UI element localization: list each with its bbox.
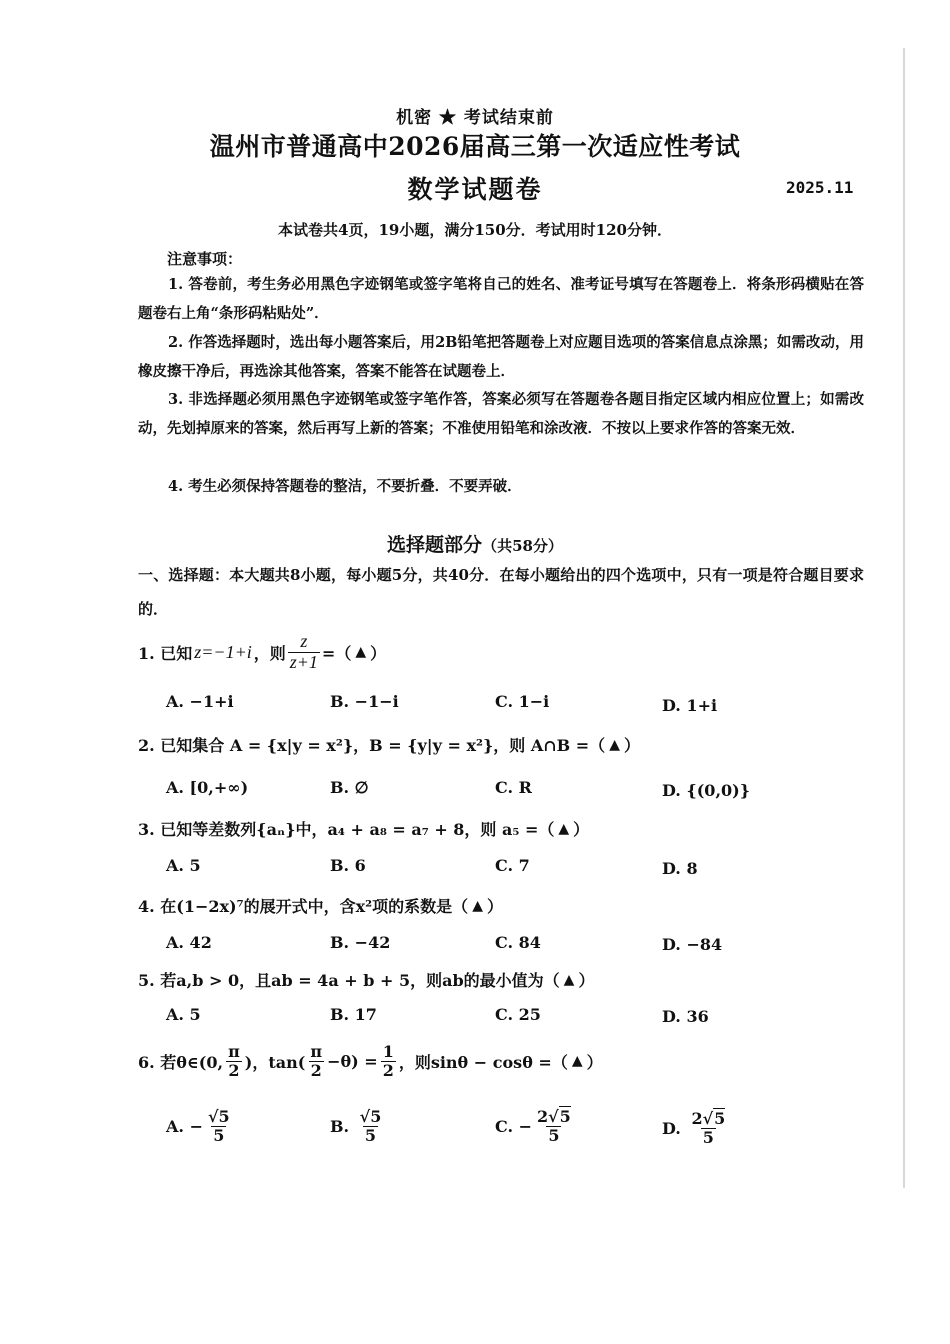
q6-option-a-num: √5 [207, 1107, 230, 1126]
q1-close: ） [370, 643, 387, 663]
q1-condition: z=−1+i [194, 641, 252, 662]
q5-close: ） [578, 971, 595, 990]
q6-option-d-label: D. [662, 1118, 681, 1138]
q6-option-c-root: √ [548, 1107, 559, 1126]
triangle-icon: ▲ [355, 644, 367, 661]
q2-option-c: C. R [495, 778, 532, 797]
q6-two: 2 [228, 1060, 240, 1080]
q6-option-b [330, 1108, 386, 1144]
q3-option-d: D. 8 [662, 859, 698, 878]
q5-option-c: C. 25 [495, 1005, 541, 1024]
q3-option-c: C. 7 [495, 856, 530, 875]
q1-option-a: A. −1+i [166, 692, 234, 711]
q1-suffix: =（ [321, 643, 352, 663]
triangle-icon: ▲ [563, 971, 575, 988]
q1-option-c: C. 1−i [495, 692, 550, 711]
question-3 [138, 817, 589, 840]
q2-close: ） [623, 736, 640, 755]
q6-option-a-fraction [206, 1108, 232, 1144]
q6-option-b-num: √5 [359, 1107, 382, 1126]
question-1 [138, 632, 386, 673]
q6-option-d-den: 5 [702, 1127, 714, 1147]
notice-heading: 注意事项： [167, 250, 243, 268]
q4-text: 4. 在(1−2x)⁷的展开式中，含x²项的系数是（ [138, 897, 469, 916]
q6-option-c-fraction [535, 1108, 573, 1144]
section-title [0, 530, 950, 557]
q6-option-d [662, 1110, 730, 1146]
section-score: （共58分） [482, 537, 563, 555]
q6-option-d-radicand: 5 [714, 1109, 726, 1128]
q6-option-d-fraction [689, 1110, 727, 1146]
notice-item-3: 3. 非选择题必须用黑色字迹钢笔或签字笔作答，答案必须写在答题卷各题目指定区域内相应位置上；如需改动，先划掉原来的答案，然后再写上新的答案；不准使用铅笔和涂改液．不按以上要求作答的答案无效． [138, 391, 864, 437]
q6-option-c-radicand: 5 [559, 1107, 571, 1126]
q1-prefix: 1. 已知 [138, 643, 193, 663]
question-6 [138, 1043, 603, 1079]
q6-two-c: 2 [382, 1060, 394, 1080]
q1-fraction [288, 632, 320, 673]
q2-text: 2. 已知集合 A = {x|y = x²}，B = {y|y = x²}，则 A∩B =（ [138, 736, 606, 755]
q4-close: ） [486, 897, 503, 916]
q6-two-b: 2 [310, 1060, 322, 1080]
q6-option-b-den: 5 [364, 1125, 377, 1145]
q6-one: 1 [382, 1042, 394, 1061]
q2-option-b: B. ∅ [330, 778, 369, 797]
q6-option-a-label: A. [166, 1116, 184, 1136]
question-4 [138, 894, 503, 917]
q6-option-b-label: B. [330, 1116, 350, 1136]
triangle-icon: ▲ [609, 736, 620, 753]
q4-option-a: A. 42 [166, 933, 212, 952]
exam-info: 本试卷共4页，19小题，满分150分．考试用时120分钟． [278, 221, 672, 239]
q5-option-b: B. 17 [330, 1005, 377, 1024]
q3-option-b: B. 6 [330, 856, 366, 875]
q2-option-d: D. {(0,0)} [662, 781, 750, 800]
q6-option-b-fraction [358, 1108, 384, 1144]
section-title-text: 选择题部分 [387, 534, 483, 556]
q3-text: 3. 已知等差数列{aₙ}中，a₄ + a₈ = a₇ + 8，则 a₅ =（ [138, 820, 555, 839]
triangle-icon: ▲ [571, 1053, 583, 1070]
q4-option-c: C. 84 [495, 933, 541, 952]
q3-option-a: A. 5 [166, 856, 201, 875]
q6-prefix: 6. 若θ∈(0, [138, 1052, 224, 1072]
triangle-icon: ▲ [558, 820, 570, 837]
q6-option-a-minus: − [189, 1116, 203, 1136]
triangle-icon: ▲ [472, 897, 483, 914]
question-2 [138, 733, 640, 756]
q6-suffix: ，则sinθ − cosθ =（ [398, 1052, 568, 1072]
notice-item-4: 4. 考生必须保持答题卷的整洁，不要折叠．不要弄破． [168, 478, 522, 495]
part-description: 一、选择题：本大题共8小题，每小题5分，共40分．在每小题给出的四个选项中，只有一项是符合题目要求的． [138, 566, 864, 618]
q4-option-b: B. −42 [330, 933, 391, 952]
q1-numerator: z [300, 631, 308, 651]
exam-title: 温州市普通高中2026届高三第一次适应性考试 [209, 132, 741, 161]
q6-option-d-root: √ [702, 1109, 714, 1128]
q6-pi-b: π [310, 1042, 323, 1061]
q1-denominator: z+1 [289, 651, 318, 672]
q1-option-b: B. −1−i [330, 692, 399, 711]
q4-option-d: D. −84 [662, 935, 723, 954]
q5-option-a: A. 5 [166, 1005, 201, 1024]
notice-item-2: 2. 作答选择题时，选出每小题答案后，用2B铅笔把答题卷上对应题目选项的答案信息点涂黑；如需改动，用橡皮擦干净后，再选涂其他答案，答案不能答在试题卷上． [138, 334, 864, 380]
q6-option-c-den: 5 [548, 1125, 560, 1145]
q6-option-a-den: 5 [213, 1125, 225, 1145]
question-5 [138, 968, 594, 991]
q6-option-c-num [535, 1108, 573, 1126]
q3-close: ） [573, 820, 590, 839]
q6-close: ） [586, 1052, 603, 1072]
q6-option-d-coef: 2 [691, 1109, 703, 1128]
q6-option-c-label: C. [495, 1116, 514, 1136]
secret-label: 机密 ★ 考试结束前 [396, 108, 554, 128]
q6-fraction-half [381, 1043, 396, 1079]
q6-mid1: )，tan( [244, 1052, 306, 1072]
q6-option-c [495, 1108, 576, 1144]
q6-option-a [166, 1108, 235, 1144]
q6-option-d-num [689, 1110, 727, 1128]
q6-fraction-pi-over-2-b [308, 1043, 324, 1079]
q6-fraction-pi-over-2 [226, 1043, 242, 1079]
q6-pi: π [228, 1042, 240, 1061]
q2-option-a: A. [0,+∞) [166, 778, 249, 797]
q1-mid: ，则 [253, 643, 286, 663]
q5-option-d: D. 36 [662, 1007, 709, 1026]
q1-option-d: D. 1+i [662, 696, 718, 715]
exam-date: 2025.11 [786, 178, 854, 197]
subject-title: 数学试题卷 [407, 175, 543, 204]
notice-item-1: 1. 答卷前，考生务必用黑色字迹钢笔或签字笔将自己的姓名、准考证号填写在答题卷上．将条形码横贴在答题卷右上角“条形码粘贴处”． [138, 276, 864, 322]
q5-text: 5. 若a,b > 0，且ab = 4a + b + 5，则ab的最小值为（ [138, 971, 560, 990]
q6-option-c-minus: − [518, 1116, 533, 1136]
q6-mid2: −θ) = [327, 1051, 378, 1071]
q6-option-c-coef: 2 [537, 1107, 549, 1126]
